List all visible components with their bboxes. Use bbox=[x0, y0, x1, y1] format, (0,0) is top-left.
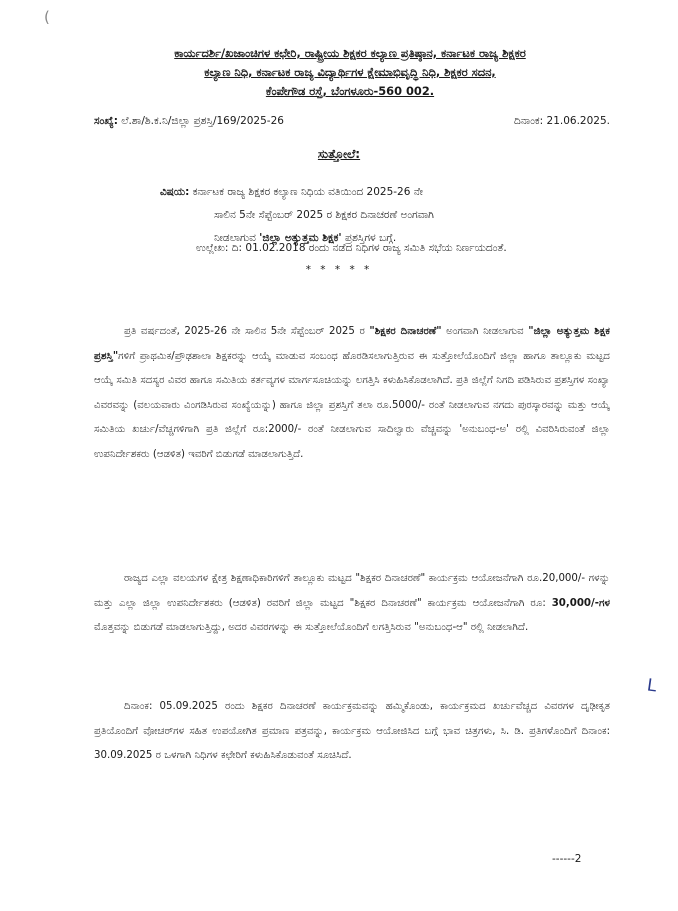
paragraph-1 bbox=[94, 320, 610, 468]
para2-text-2: ಮೊತ್ತವನ್ನು ಬಿಡುಗಡೆ ಮಾಡಲಾಗುತ್ತಿದ್ದು, ಅದರ ವಿವರಗಳನ್ನು ಈ ಸುತ್ತೋಲೆಯೊಂದಿಗೆ ಲಗತ್ತಿಸಿರುವ "ಅನುಬಂಧ-ಆ" ರಲ್ಲಿ ನೀಡಲಾಗಿದೆ. bbox=[94, 622, 529, 634]
paragraph-2 bbox=[94, 567, 610, 641]
letterhead-line-2: ಕಲ್ಯಾಣ ನಿಧಿ, ಕರ್ನಾಟಕ ರಾಜ್ಯ ವಿದ್ಯಾರ್ಥಿಗಳ ಕ್ಷೇಮಾಭಿವೃದ್ಧಿ ನಿಧಿ, ಶಿಕ್ಷಕರ ಸದನ, bbox=[204, 65, 496, 79]
subject-line-3-pre: ನೀಡಲಾಗುವ bbox=[214, 232, 260, 244]
separator: * * * * * bbox=[305, 264, 373, 276]
reference-date-row bbox=[94, 115, 610, 128]
subject-award-name: 'ಜಿಲ್ಲಾ ಅತ್ಯುತ್ತಮ ಶಿಕ್ಷಕ' bbox=[259, 232, 342, 244]
para1-text-1: ಪ್ರತಿ ವರ್ಷದಂತೆ, 2025-26 ನೇ ಸಾಲಿನ 5ನೇ ಸೆಪ್ಟೆಂಬರ್ 2025 ರ bbox=[124, 326, 370, 337]
reference-number-value: ಲೆ.ಶಾ/ಶಿ.ಕ.ನಿ/ಜಿಲ್ಲಾ ಪ್ರಶಸ್ತಿ/169/2025-26 bbox=[121, 115, 284, 127]
subject-text-1: ಕರ್ನಾಟಕ ರಾಜ್ಯ ಶಿಕ್ಷಕರ ಕಲ್ಯಾಣ ನಿಧಿಯ ವತಿಯಿಂದ 2025-26 ನೇ bbox=[192, 186, 424, 198]
reference-number bbox=[94, 115, 284, 128]
date-label: ದಿನಾಂಕ: bbox=[513, 115, 544, 127]
subject-label: ವಿಷಯ: bbox=[160, 186, 190, 198]
para1-bold-2: "ಜಿಲ್ಲಾ ಅತ್ಯುತ್ತಮ ಶಿಕ್ಷಕ ಪ್ರಶಸ್ತಿ" bbox=[94, 326, 610, 362]
para1-text-2: ಅಂಗವಾಗಿ ನೀಡಲಾಗುವ bbox=[441, 326, 529, 337]
letterhead bbox=[100, 44, 600, 101]
reference-line: ಉಲ್ಲೇಖ: ದಿ: 01.02.2018 ರಂದು ನಡೆದ ನಿಧಿಗಳ ರಾಜ್ಯ ಸಮಿತಿ ಸಭೆಯ ನಿರ್ಣಯದಂತೆ. bbox=[196, 242, 507, 254]
para1-bold-1: "ಶಿಕ್ಷಕರ ದಿನಾಚರಣೆ" bbox=[369, 326, 442, 337]
paragraph-3 bbox=[94, 695, 610, 769]
para3-text-1: ದಿನಾಂಕ: 05.09.2025 ರಂದು ಶಿಕ್ಷಕರ ದಿನಾಚರಣೆ ಕಾರ್ಯಕ್ರಮವನ್ನು ಹಮ್ಮಿಕೊಂಡು, ಕಾರ್ಯಕ್ರಮದ ಖರ್ಚುವೆಚ್ಚದ ವಿವರಗಳ ದೃಢೀಕೃತ ಪ್ರತಿಯೊಂದಿಗೆ ವೋಚರ್‌ಗಳ ಸಹಿತ ಉಪಯೋಗಿತ ಪ್ರಮಾಣ ಪತ್ರವನ್ನು, ಕಾರ್ಯಕ್ರಮ ಆಯೋಜಿಸಿದ ಬಗ್ಗೆ ಭಾವ ಚಿತ್ರಗಳು, ಸಿ. ಡಿ. ಪ್ರತಿಗಳೊಂದಿಗೆ ದಿನಾಂಕ: 30.09.2025 ರ ಒಳಗಾಗಿ ನಿಧಿಗಳ ಕಛೇರಿಗೆ ಕಳುಹಿಸಿಕೊಡುವಂತೆ ಸೂಚಿಸಿದೆ. bbox=[94, 701, 610, 762]
reference-number-label: ಸಂಖ್ಯೆ: bbox=[94, 115, 118, 127]
para2-text-1: ರಾಜ್ಯದ ಎಲ್ಲಾ ವಲಯಗಳ ಕ್ಷೇತ್ರ ಶಿಕ್ಷಣಾಧಿಕಾರಿಗಳಿಗೆ ತಾಲ್ಲೂಕು ಮಟ್ಟದ "ಶಿಕ್ಷಕರ ದಿನಾಚರಣೆ" ಕಾರ್ಯಕ್ರಮ ಆಯೋಜನೆಗಾಗಿ ರೂ.20,000/- ಗಳನ್ನು ಮತ್ತು ಎಲ್ಲಾ ಜಿಲ್ಲಾ ಉಪನಿರ್ದೇಶಕರು (ಆಡಳಿತ) ರವರಿಗೆ ಜಿಲ್ಲಾ ಮಟ್ಟದ "ಶಿಕ್ಷಕರ ದಿನಾಚರಣೆ" ಕಾರ್ಯಕ್ರಮ ಆಯೋಜನೆಗಾಗಿ ರೂ: bbox=[94, 573, 610, 609]
para1-text-3: ಗಳಿಗೆ ಪ್ರಾಥಮಿಕ/ಪ್ರೌಢಶಾಲಾ ಶಿಕ್ಷಕರನ್ನು ಆಯ್ಕೆ ಮಾಡುವ ಸಂಬಂಧ ಹೊರಡಿಸಲಾಗುತ್ತಿರುವ ಈ ಸುತ್ತೋಲೆಯೊಂದಿಗೆ ಜಿಲ್ಲಾ ಹಾಗೂ ತಾಲ್ಲೂಕು ಮಟ್ಟದ ಆಯ್ಕೆ ಸಮಿತಿ ಸದಸ್ಯರ ವಿವರ ಹಾಗೂ ಸಮಿತಿಯ ಕರ್ತವ್ಯಗಳ ಮಾರ್ಗಸೂಚಿಯನ್ನು ಲಗತ್ತಿಸಿ ಕಳುಹಿಸಿಕೊಡಲಾಗಿದೆ. ಪ್ರತಿ ಜಿಲ್ಲೆಗೆ ನಿಗದಿ ಪಡಿಸಿರುವ ಪ್ರಶಸ್ತಿಗಳ ಸಂಖ್ಯಾ ವಿವರವನ್ನು (ವಲಯವಾರು ವಿಂಗಡಿಸಿರುವ ಸಂಖ್ಯೆಯನ್ನು) ಹಾಗೂ ಜಿಲ್ಲಾ ಪ್ರಶಸ್ತಿಗೆ ತಲಾ ರೂ.5000/- ರಂತೆ ನೀಡಲಾಗುವ ನಗದು ಪುರಸ್ಕಾರವನ್ನು ಮತ್ತು ಆಯ್ಕೆ ಸಮಿತಿಯ ಖರ್ಚು/ವೆಚ್ಚಗಳಿಗಾಗಿ ಪ್ರತಿ ಜಿಲ್ಲೆಗೆ ರೂ:2000/- ರಂತೆ ನೀಡಲಾಗುವ ಸಾದಿಲ್ವಾರು ವೆಚ್ಚವನ್ನು 'ಅನುಬಂಧ-ಅ' ರಲ್ಲಿ ವಿವರಿಸಿರುವಂತೆ ಜಿಲ್ಲಾ ಉಪನಿರ್ದೇಶಕರು (ಆಡಳಿತ) ಇವರಿಗೆ ಬಿಡುಗಡೆ ಮಾಡಲಾಗುತ್ತಿದೆ. bbox=[94, 350, 610, 460]
corner-pen-mark: ( bbox=[44, 8, 50, 26]
subject-line-2: ಸಾಲಿನ 5ನೇ ಸೆಪ್ಟೆಂಬರ್ 2025 ರ ಶಿಕ್ಷಕರ ದಿನಾಚರಣೆ ಅಂಗವಾಗಿ bbox=[214, 209, 434, 221]
para2-bold-1: 30,000/-ಗಳ bbox=[551, 597, 610, 609]
date-value: 21.06.2025. bbox=[546, 115, 610, 127]
letterhead-line-1: ಕಾರ್ಯದರ್ಶಿ/ಖಜಾಂಚಿಗಳ ಕಛೇರಿ, ರಾಷ್ಟ್ರೀಯ ಶಿಕ್ಷಕರ ಕಲ್ಯಾಣ ಪ್ರತಿಷ್ಠಾನ, ಕರ್ನಾಟಕ ರಾಜ್ಯ ಶಿಕ್ಷಕರ bbox=[174, 46, 526, 60]
page-number: ------2 bbox=[552, 853, 582, 865]
handwritten-margin-mark: L bbox=[645, 675, 658, 697]
subject-line-1 bbox=[160, 181, 600, 204]
letterhead-line-3: ಕೆಂಪೇಗೌಡ ರಸ್ತೆ, ಬೆಂಗಳೂರು-560 002. bbox=[265, 84, 435, 98]
subject-block bbox=[160, 181, 600, 250]
circular-title: ಸುತ್ತೋಲೆ: bbox=[317, 147, 361, 161]
document-date bbox=[514, 115, 610, 128]
subject-line-3-post: ಪ್ರಶಸ್ತಿಗಳ ಬಗ್ಗೆ. bbox=[341, 232, 397, 244]
